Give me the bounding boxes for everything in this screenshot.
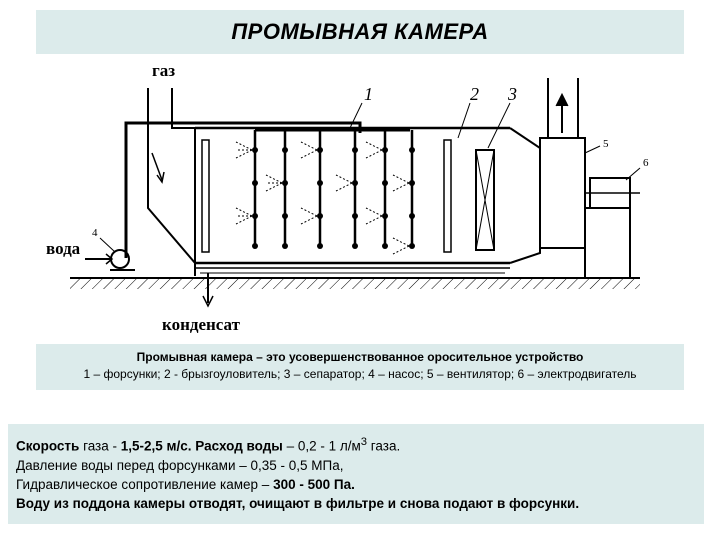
- page-title: ПРОМЫВНАЯ КАМЕРА: [231, 19, 489, 44]
- caption-legend: 1 – форсунки; 2 - брызгоуловитель; 3 – сепаратор; 4 – насос; 5 – вентилятор; 6 – электродвигатель: [83, 367, 637, 381]
- info-speed-label: Скорость: [16, 438, 80, 454]
- callout-leaders: [100, 103, 640, 252]
- label-water: вода: [46, 239, 81, 258]
- info-speed-gas: газа -: [79, 438, 121, 454]
- droplet-eliminators: [202, 140, 451, 252]
- info-box: [8, 424, 704, 524]
- info-flow-label: Расход воды: [195, 438, 283, 454]
- info-speed-value: 1,5-2,5 м/с.: [120, 438, 192, 454]
- caption-title: Промывная камера – это усовершенствованное оросительное устройство: [136, 350, 584, 364]
- info-resistance-label: Гидравлическое сопротивление камер –: [16, 476, 274, 492]
- gas-inlet-duct: [148, 88, 195, 276]
- spray-nozzles: [236, 130, 415, 254]
- callout-2: 2: [470, 84, 479, 104]
- spray-chamber-diagram: [40, 58, 680, 338]
- info-line-4: Воду из поддона камеры отводят, очищают в фильтре и снова подают в форсунки.: [16, 495, 580, 511]
- info-flow-value: – 0,2 - 1 л/м: [282, 438, 361, 454]
- label-condensate: конденсат: [162, 315, 240, 334]
- label-gas: газ: [152, 61, 176, 80]
- callout-3: 3: [508, 84, 517, 104]
- callout-5: 5: [603, 138, 609, 150]
- ground: [70, 278, 640, 289]
- diagram-caption: [36, 344, 684, 390]
- callout-4: 4: [92, 227, 98, 239]
- info-line-2: Давление воды перед форсунками – 0,35 - 0,5 МПа,: [16, 457, 344, 473]
- info-line-1: [16, 433, 704, 456]
- info-line-3: [16, 475, 704, 494]
- separator: [476, 150, 494, 250]
- pump: [85, 250, 135, 270]
- electric-motor: [585, 178, 640, 208]
- info-resistance-value: 300 - 500 Па.: [273, 476, 355, 492]
- callout-1: 1: [364, 84, 373, 104]
- info-flow-unit: газа.: [367, 438, 401, 454]
- info-flow-sup: 3: [360, 436, 368, 448]
- callout-6: 6: [643, 157, 649, 169]
- title-bar: [36, 10, 684, 54]
